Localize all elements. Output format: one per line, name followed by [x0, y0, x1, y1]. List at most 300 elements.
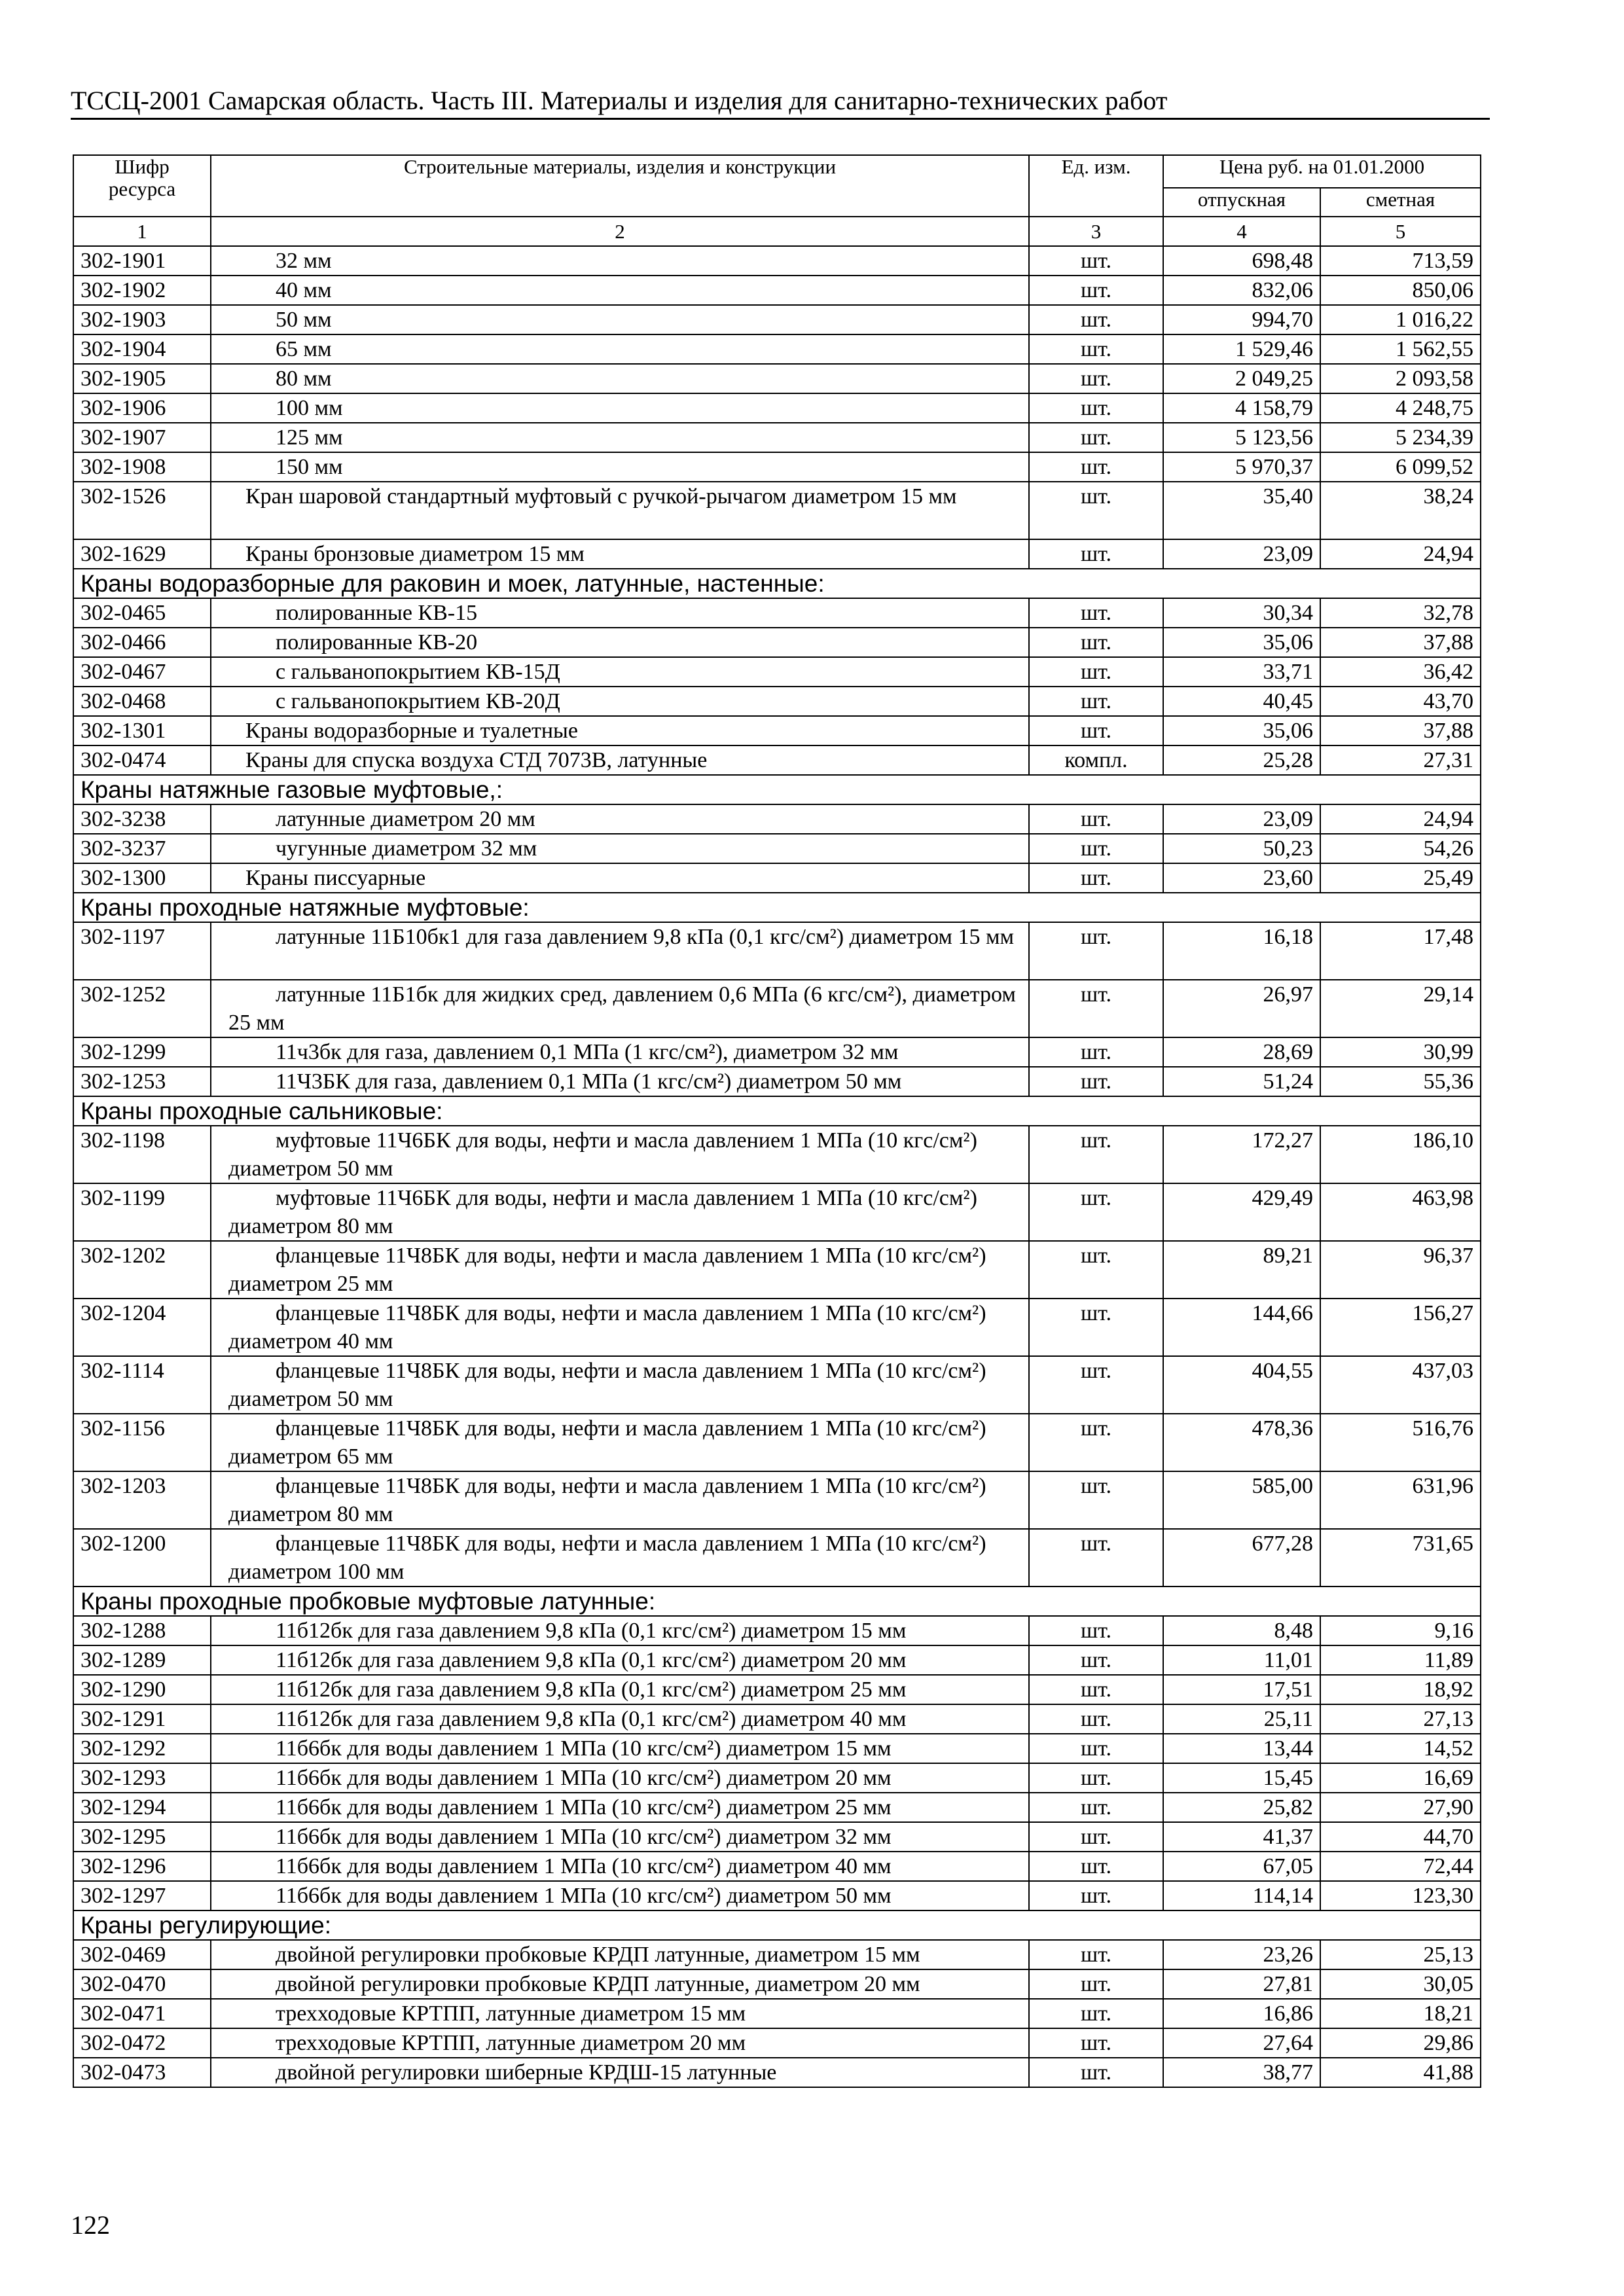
- release-price: 23,09: [1163, 539, 1320, 569]
- resource-code: 302-1200: [73, 1529, 211, 1587]
- estimate-price: 123,30: [1320, 1881, 1481, 1910]
- resource-code: 302-1291: [73, 1704, 211, 1734]
- item-description-cell: [211, 334, 1029, 364]
- resource-code: 302-1289: [73, 1645, 211, 1675]
- table-row: [73, 482, 1481, 539]
- resource-code: 302-0472: [73, 2028, 211, 2058]
- item-description-cell: [211, 2058, 1029, 2087]
- resource-code: 302-0466: [73, 628, 211, 657]
- release-price: 11,01: [1163, 1645, 1320, 1675]
- release-price: 40,45: [1163, 687, 1320, 716]
- release-price: 33,71: [1163, 657, 1320, 687]
- item-description-cell: [211, 980, 1029, 1037]
- resource-code: 302-0468: [73, 687, 211, 716]
- table-row: [73, 1356, 1481, 1414]
- table-row: [73, 628, 1481, 657]
- table-row: [73, 2058, 1481, 2087]
- unit-of-measure: шт.: [1029, 1183, 1163, 1241]
- item-description-cell: [211, 276, 1029, 305]
- unit-of-measure: шт.: [1029, 1822, 1163, 1852]
- unit-of-measure: шт.: [1029, 393, 1163, 423]
- release-price: 13,44: [1163, 1734, 1320, 1763]
- unit-of-measure: шт.: [1029, 305, 1163, 334]
- estimate-price: 27,90: [1320, 1793, 1481, 1822]
- item-description: фланцевые 11Ч8БК для воды, нефти и масла давлением 1 МПа (10 кгс/см²) диаметром 50 мм: [228, 1359, 986, 1411]
- release-price: 23,26: [1163, 1940, 1320, 1969]
- table-row: [73, 1414, 1481, 1471]
- release-price: 404,55: [1163, 1356, 1320, 1414]
- item-description-cell: [211, 1763, 1029, 1793]
- group-heading: Краны проходные сальниковые:: [73, 1096, 1481, 1126]
- item-description: 11б6бк для воды давлением 1 МПа (10 кгс/см²) диаметром 32 мм: [276, 1825, 892, 1849]
- unit-of-measure: шт.: [1029, 657, 1163, 687]
- item-description: 100 мм: [276, 396, 343, 420]
- unit-of-measure: шт.: [1029, 980, 1163, 1037]
- item-description: 11б6бк для воды давлением 1 МПа (10 кгс/см²) диаметром 15 мм: [276, 1736, 892, 1761]
- release-price: 114,14: [1163, 1881, 1320, 1910]
- resource-code: 302-0470: [73, 1969, 211, 1999]
- unit-of-measure: шт.: [1029, 1675, 1163, 1704]
- item-description: двойной регулировки шиберные КРДШ-15 латунные: [276, 2060, 777, 2085]
- item-description-cell: [211, 687, 1029, 716]
- table-row: [73, 1616, 1481, 1645]
- estimate-price: 43,70: [1320, 687, 1481, 716]
- estimate-price: 44,70: [1320, 1822, 1481, 1852]
- release-price: 17,51: [1163, 1675, 1320, 1704]
- resource-code: 302-1253: [73, 1067, 211, 1096]
- item-description-cell: [211, 657, 1029, 687]
- unit-of-measure: шт.: [1029, 1852, 1163, 1881]
- release-price: 51,24: [1163, 1067, 1320, 1096]
- resource-code: 302-1908: [73, 452, 211, 482]
- release-price: 5 123,56: [1163, 423, 1320, 452]
- release-price: 16,18: [1163, 922, 1320, 980]
- estimate-price: 4 248,75: [1320, 393, 1481, 423]
- header-estimate-price: сметная: [1320, 188, 1481, 217]
- table-row: [73, 1471, 1481, 1529]
- item-description-cell: [211, 364, 1029, 393]
- table-body: [73, 217, 1481, 2087]
- item-description: Краны бронзовые диаметром 15 мм: [245, 542, 585, 566]
- table-row: [73, 1067, 1481, 1096]
- table-row: [73, 1734, 1481, 1763]
- column-number: 5: [1320, 217, 1481, 246]
- table-row: [73, 1822, 1481, 1852]
- unit-of-measure: шт.: [1029, 687, 1163, 716]
- release-price: 35,06: [1163, 716, 1320, 745]
- item-description-cell: [211, 804, 1029, 834]
- unit-of-measure: шт.: [1029, 334, 1163, 364]
- table-row: [73, 745, 1481, 775]
- item-description: 11б6бк для воды давлением 1 МПа (10 кгс/см²) диаметром 50 мм: [276, 1884, 892, 1908]
- item-description: 11ч3бк для газа, давлением 0,1 МПа (1 кгс/см²), диаметром 32 мм: [276, 1040, 899, 1064]
- estimate-price: 29,86: [1320, 2028, 1481, 2058]
- resource-code: 302-1906: [73, 393, 211, 423]
- estimate-price: 72,44: [1320, 1852, 1481, 1881]
- resource-code: 302-3238: [73, 804, 211, 834]
- estimate-price: 30,05: [1320, 1969, 1481, 1999]
- table-row: [73, 598, 1481, 628]
- table-row: [73, 1037, 1481, 1067]
- item-description-cell: [211, 305, 1029, 334]
- estimate-price: 156,27: [1320, 1299, 1481, 1356]
- resource-code: 302-1297: [73, 1881, 211, 1910]
- estimate-price: 29,14: [1320, 980, 1481, 1037]
- estimate-price: 54,26: [1320, 834, 1481, 863]
- release-price: 698,48: [1163, 246, 1320, 276]
- unit-of-measure: шт.: [1029, 1645, 1163, 1675]
- release-price: 15,45: [1163, 1763, 1320, 1793]
- release-price: 27,81: [1163, 1969, 1320, 1999]
- unit-of-measure: шт.: [1029, 1037, 1163, 1067]
- unit-of-measure: шт.: [1029, 1704, 1163, 1734]
- item-description-cell: [211, 1126, 1029, 1183]
- header-name: Строительные материалы, изделия и конструкции: [211, 155, 1029, 217]
- item-description-cell: [211, 1881, 1029, 1910]
- item-description-cell: [211, 628, 1029, 657]
- resource-code: 302-1292: [73, 1734, 211, 1763]
- table-row: [73, 1793, 1481, 1822]
- item-description: 125 мм: [276, 425, 343, 450]
- resource-code: 302-1203: [73, 1471, 211, 1529]
- item-description: фланцевые 11Ч8БК для воды, нефти и масла давлением 1 МПа (10 кгс/см²) диаметром 80 мм: [228, 1474, 986, 1526]
- item-description: трехходовые КРТПП, латунные диаметром 15 мм: [276, 2001, 746, 2026]
- unit-of-measure: шт.: [1029, 922, 1163, 980]
- release-price: 172,27: [1163, 1126, 1320, 1183]
- resource-code: 302-1296: [73, 1852, 211, 1881]
- item-description-cell: [211, 1471, 1029, 1529]
- release-price: 478,36: [1163, 1414, 1320, 1471]
- resource-code: 302-1288: [73, 1616, 211, 1645]
- estimate-price: 96,37: [1320, 1241, 1481, 1299]
- estimate-price: 9,16: [1320, 1616, 1481, 1645]
- group-heading-row: [73, 1587, 1481, 1616]
- item-description: двойной регулировки пробковые КРДП латунные, диаметром 20 мм: [276, 1972, 920, 1996]
- resource-code: 302-0469: [73, 1940, 211, 1969]
- item-description: 65 мм: [276, 337, 332, 361]
- unit-of-measure: шт.: [1029, 2058, 1163, 2087]
- resource-code: 302-1198: [73, 1126, 211, 1183]
- estimate-price: 516,76: [1320, 1414, 1481, 1471]
- item-description: фланцевые 11Ч8БК для воды, нефти и масла давлением 1 МПа (10 кгс/см²) диаметром 100 мм: [228, 1532, 986, 1584]
- table-row: [73, 834, 1481, 863]
- table-row: [73, 1940, 1481, 1969]
- unit-of-measure: шт.: [1029, 1616, 1163, 1645]
- estimate-price: 463,98: [1320, 1183, 1481, 1241]
- release-price: 30,34: [1163, 598, 1320, 628]
- release-price: 50,23: [1163, 834, 1320, 863]
- item-description: трехходовые КРТПП, латунные диаметром 20 мм: [276, 2031, 746, 2055]
- resource-code: 302-1197: [73, 922, 211, 980]
- estimate-price: 17,48: [1320, 922, 1481, 980]
- resource-code: 302-0474: [73, 745, 211, 775]
- item-description-cell: [211, 1734, 1029, 1763]
- release-price: 2 049,25: [1163, 364, 1320, 393]
- table-row: [73, 1763, 1481, 1793]
- group-heading-row: [73, 1096, 1481, 1126]
- unit-of-measure: шт.: [1029, 1067, 1163, 1096]
- unit-of-measure: шт.: [1029, 2028, 1163, 2058]
- table-row: [73, 716, 1481, 745]
- page-header-title: ТССЦ-2001 Самарская область. Часть III. Материалы и изделия для санитарно-технических работ: [71, 86, 1168, 115]
- release-price: 994,70: [1163, 305, 1320, 334]
- table-row: [73, 1704, 1481, 1734]
- item-description: 11б12бк для газа давлением 9,8 кПа (0,1 кгс/см²) диаметром 20 мм: [276, 1648, 907, 1672]
- item-description-cell: [211, 482, 1029, 539]
- estimate-price: 1 562,55: [1320, 334, 1481, 364]
- item-description: чугунные диаметром 32 мм: [276, 836, 537, 861]
- column-number: 1: [73, 217, 211, 246]
- release-price: 38,77: [1163, 2058, 1320, 2087]
- item-description: с гальванопокрытием КВ-15Д: [276, 660, 560, 684]
- item-description-cell: [211, 1645, 1029, 1675]
- resource-code: 302-1301: [73, 716, 211, 745]
- unit-of-measure: шт.: [1029, 834, 1163, 863]
- table-row: [73, 1999, 1481, 2028]
- estimate-price: 25,49: [1320, 863, 1481, 893]
- item-description-cell: [211, 1299, 1029, 1356]
- unit-of-measure: шт.: [1029, 863, 1163, 893]
- resource-code: 302-0467: [73, 657, 211, 687]
- table-row: [73, 1241, 1481, 1299]
- header-code: Шифр ресурса: [73, 155, 211, 217]
- release-price: 585,00: [1163, 1471, 1320, 1529]
- release-price: 25,11: [1163, 1704, 1320, 1734]
- release-price: 4 158,79: [1163, 393, 1320, 423]
- resource-code: 302-1156: [73, 1414, 211, 1471]
- group-heading: Краны водоразборные для раковин и моек, латунные, настенные:: [73, 569, 1481, 598]
- item-description: 11б12бк для газа давлением 9,8 кПа (0,1 кгс/см²) диаметром 40 мм: [276, 1707, 907, 1731]
- resource-code: 302-1199: [73, 1183, 211, 1241]
- item-description-cell: [211, 539, 1029, 569]
- item-description-cell: [211, 1067, 1029, 1096]
- estimate-price: 14,52: [1320, 1734, 1481, 1763]
- unit-of-measure: шт.: [1029, 1529, 1163, 1587]
- item-description-cell: [211, 1675, 1029, 1704]
- resource-code: 302-1202: [73, 1241, 211, 1299]
- item-description: фланцевые 11Ч8БК для воды, нефти и масла давлением 1 МПа (10 кгс/см²) диаметром 65 мм: [228, 1416, 986, 1469]
- group-heading: Краны регулирующие:: [73, 1910, 1481, 1940]
- item-description-cell: [211, 1529, 1029, 1587]
- price-table: [73, 154, 1481, 2088]
- release-price: 35,06: [1163, 628, 1320, 657]
- item-description: полированные КВ-20: [276, 630, 478, 655]
- release-price: 23,60: [1163, 863, 1320, 893]
- resource-code: 302-1907: [73, 423, 211, 452]
- unit-of-measure: шт.: [1029, 1881, 1163, 1910]
- unit-of-measure: шт.: [1029, 716, 1163, 745]
- estimate-price: 55,36: [1320, 1067, 1481, 1096]
- table-row: [73, 2028, 1481, 2058]
- table-row: [73, 1126, 1481, 1183]
- resource-code: 302-0473: [73, 2058, 211, 2087]
- unit-of-measure: шт.: [1029, 1999, 1163, 2028]
- header-unit: Ед. изм.: [1029, 155, 1163, 217]
- release-price: 27,64: [1163, 2028, 1320, 2058]
- group-heading: Краны проходные натяжные муфтовые:: [73, 893, 1481, 922]
- estimate-price: 30,99: [1320, 1037, 1481, 1067]
- unit-of-measure: шт.: [1029, 276, 1163, 305]
- release-price: 16,86: [1163, 1999, 1320, 2028]
- unit-of-measure: шт.: [1029, 1969, 1163, 1999]
- item-description-cell: [211, 1356, 1029, 1414]
- release-price: 429,49: [1163, 1183, 1320, 1241]
- release-price: 144,66: [1163, 1299, 1320, 1356]
- resource-code: 302-1903: [73, 305, 211, 334]
- unit-of-measure: шт.: [1029, 423, 1163, 452]
- estimate-price: 186,10: [1320, 1126, 1481, 1183]
- unit-of-measure: шт.: [1029, 1241, 1163, 1299]
- table-row: [73, 539, 1481, 569]
- release-price: 26,97: [1163, 980, 1320, 1037]
- estimate-price: 2 093,58: [1320, 364, 1481, 393]
- table-row: [73, 393, 1481, 423]
- item-description-cell: [211, 246, 1029, 276]
- resource-code: 302-1290: [73, 1675, 211, 1704]
- table-row: [73, 1529, 1481, 1587]
- release-price: 677,28: [1163, 1529, 1320, 1587]
- group-heading-row: [73, 1910, 1481, 1940]
- estimate-price: 1 016,22: [1320, 305, 1481, 334]
- item-description-cell: [211, 2028, 1029, 2058]
- resource-code: 302-1904: [73, 334, 211, 364]
- resource-code: 302-1300: [73, 863, 211, 893]
- unit-of-measure: шт.: [1029, 482, 1163, 539]
- group-heading-row: [73, 569, 1481, 598]
- item-description-cell: [211, 863, 1029, 893]
- unit-of-measure: шт.: [1029, 1734, 1163, 1763]
- column-number: 2: [211, 217, 1029, 246]
- estimate-price: 38,24: [1320, 482, 1481, 539]
- item-description-cell: [211, 1793, 1029, 1822]
- estimate-price: 24,94: [1320, 804, 1481, 834]
- release-price: 35,40: [1163, 482, 1320, 539]
- item-description: муфтовые 11Ч6БК для воды, нефти и масла давлением 1 МПа (10 кгс/см²) диаметром 80 мм: [228, 1186, 977, 1238]
- estimate-price: 24,94: [1320, 539, 1481, 569]
- unit-of-measure: шт.: [1029, 1793, 1163, 1822]
- table-row: [73, 657, 1481, 687]
- table-row: [73, 246, 1481, 276]
- unit-of-measure: шт.: [1029, 804, 1163, 834]
- unit-of-measure: шт.: [1029, 452, 1163, 482]
- item-description: 11Ч3БК для газа, давлением 0,1 МПа (1 кгс/см²) диаметром 50 мм: [276, 1069, 902, 1094]
- table-row: [73, 364, 1481, 393]
- item-description-cell: [211, 1616, 1029, 1645]
- item-description: латунные диаметром 20 мм: [276, 807, 535, 831]
- item-description-cell: [211, 1241, 1029, 1299]
- estimate-price: 36,42: [1320, 657, 1481, 687]
- unit-of-measure: шт.: [1029, 598, 1163, 628]
- item-description: 80 мм: [276, 367, 332, 391]
- item-description: фланцевые 11Ч8БК для воды, нефти и масла давлением 1 МПа (10 кгс/см²) диаметром 40 мм: [228, 1301, 986, 1354]
- table-row: [73, 1969, 1481, 1999]
- estimate-price: 41,88: [1320, 2058, 1481, 2087]
- resource-code: 302-1294: [73, 1793, 211, 1822]
- item-description: 11б12бк для газа давлением 9,8 кПа (0,1 кгс/см²) диаметром 15 мм: [276, 1619, 907, 1643]
- unit-of-measure: шт.: [1029, 1299, 1163, 1356]
- estimate-price: 5 234,39: [1320, 423, 1481, 452]
- unit-of-measure: шт.: [1029, 1763, 1163, 1793]
- estimate-price: 18,21: [1320, 1999, 1481, 2028]
- estimate-price: 850,06: [1320, 276, 1481, 305]
- resource-code: 302-1902: [73, 276, 211, 305]
- release-price: 1 529,46: [1163, 334, 1320, 364]
- item-description: фланцевые 11Ч8БК для воды, нефти и масла давлением 1 МПа (10 кгс/см²) диаметром 25 мм: [228, 1244, 986, 1296]
- item-description: 11б12бк для газа давлением 9,8 кПа (0,1 кгс/см²) диаметром 25 мм: [276, 1677, 907, 1702]
- item-description: 32 мм: [276, 249, 332, 273]
- table-row: [73, 1881, 1481, 1910]
- item-description-cell: [211, 834, 1029, 863]
- estimate-price: 27,31: [1320, 745, 1481, 775]
- resource-code: 302-1204: [73, 1299, 211, 1356]
- group-heading-row: [73, 893, 1481, 922]
- release-price: 5 970,37: [1163, 452, 1320, 482]
- estimate-price: 32,78: [1320, 598, 1481, 628]
- estimate-price: 16,69: [1320, 1763, 1481, 1793]
- unit-of-measure: компл.: [1029, 745, 1163, 775]
- unit-of-measure: шт.: [1029, 1414, 1163, 1471]
- table-row: [73, 452, 1481, 482]
- item-description-cell: [211, 745, 1029, 775]
- item-description: латунные 11Б10бк1 для газа давлением 9,8 кПа (0,1 кгс/см²) диаметром 15 мм: [276, 925, 1014, 949]
- resource-code: 302-0471: [73, 1999, 211, 2028]
- item-description: муфтовые 11Ч6БК для воды, нефти и масла давлением 1 МПа (10 кгс/см²) диаметром 50 мм: [228, 1128, 977, 1181]
- release-price: 23,09: [1163, 804, 1320, 834]
- table-row: [73, 980, 1481, 1037]
- resource-code: 302-0465: [73, 598, 211, 628]
- item-description: полированные КВ-15: [276, 601, 478, 625]
- item-description-cell: [211, 716, 1029, 745]
- resource-code: 302-1114: [73, 1356, 211, 1414]
- item-description: Краны писсуарные: [245, 866, 426, 890]
- table-row: [73, 863, 1481, 893]
- table-row: [73, 1183, 1481, 1241]
- release-price: 89,21: [1163, 1241, 1320, 1299]
- unit-of-measure: шт.: [1029, 1471, 1163, 1529]
- resource-code: 302-1526: [73, 482, 211, 539]
- table-row: [73, 1299, 1481, 1356]
- item-description: 11б6бк для воды давлением 1 МПа (10 кгс/см²) диаметром 20 мм: [276, 1766, 892, 1790]
- item-description-cell: [211, 393, 1029, 423]
- table-row: [73, 276, 1481, 305]
- item-description: 11б6бк для воды давлением 1 МПа (10 кгс/см²) диаметром 40 мм: [276, 1854, 892, 1878]
- resource-code: 302-3237: [73, 834, 211, 863]
- unit-of-measure: шт.: [1029, 628, 1163, 657]
- unit-of-measure: шт.: [1029, 1356, 1163, 1414]
- unit-of-measure: шт.: [1029, 246, 1163, 276]
- resource-code: 302-1295: [73, 1822, 211, 1852]
- item-description-cell: [211, 1999, 1029, 2028]
- item-description-cell: [211, 1940, 1029, 1969]
- resource-code: 302-1252: [73, 980, 211, 1037]
- column-number: 4: [1163, 217, 1320, 246]
- item-description: Краны для спуска воздуха СТД 7073В, латунные: [245, 748, 708, 772]
- group-heading: Краны проходные пробковые муфтовые латунные:: [73, 1587, 1481, 1616]
- item-description-cell: [211, 1704, 1029, 1734]
- estimate-price: 631,96: [1320, 1471, 1481, 1529]
- table-row: [73, 305, 1481, 334]
- item-description-cell: [211, 1183, 1029, 1241]
- item-description-cell: [211, 1414, 1029, 1471]
- item-description: 11б6бк для воды давлением 1 МПа (10 кгс/см²) диаметром 25 мм: [276, 1795, 892, 1820]
- column-number: 3: [1029, 217, 1163, 246]
- release-price: 28,69: [1163, 1037, 1320, 1067]
- estimate-price: 11,89: [1320, 1645, 1481, 1675]
- header-divider: [71, 118, 1490, 120]
- resource-code: 302-1299: [73, 1037, 211, 1067]
- table-row: [73, 1675, 1481, 1704]
- header-release-price: отпускная: [1163, 188, 1320, 217]
